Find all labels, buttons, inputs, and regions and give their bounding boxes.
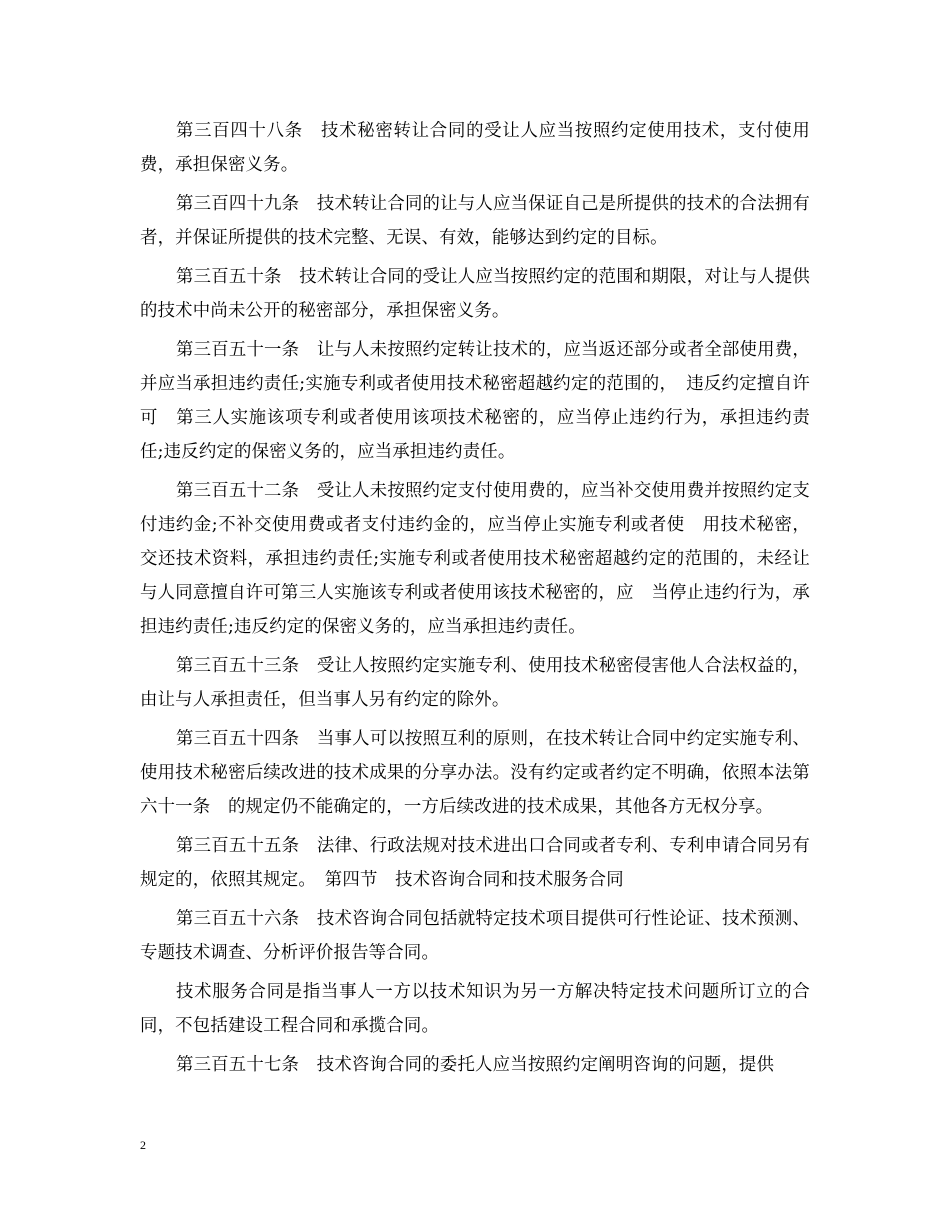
technical-service-contract-paragraph: 技术服务合同是指当事人一方以技术知识为另一方解决特定技术问题所订立的合同，不包括建设工程合同和承揽合同。 — [140, 982, 810, 1036]
article-350-paragraph: 第三百五十条 技术转让合同的受让人应当按照约定的范围和期限，对让与人提供的技术中尚未公开的秘密部分，承担保密义务。 — [140, 267, 810, 321]
article-355-paragraph: 第三百五十五条 法律、行政法规对技术进出口合同或者专利、专利申请合同另有规定的，依照其规定。 第四节 技术咨询合同和技术服务合同 — [140, 836, 810, 890]
article-356-paragraph: 第三百五十六条 技术咨询合同包括就特定技术项目提供可行性论证、技术预测、专题技术调查、分析评价报告等合同。 — [140, 909, 810, 963]
document-body — [140, 114, 810, 1087]
article-348-paragraph: 第三百四十八条 技术秘密转让合同的受让人应当按照约定使用技术，支付使用费，承担保密义务。 — [140, 121, 810, 175]
article-352-paragraph: 第三百五十二条 受让人未按照约定支付使用费的，应当补交使用费并按照约定支付违约金;不补交使用费或者支付违约金的，应当停止实施专利或者使 用技术秘密，交还技术资料，承担违约责任;实施专利或者使用技术秘密超越约定的范围的，未经让与人同意擅自许可第三人实施该专利或者使用该技术秘密的，应 当停止违约行为，承担违约责任;违反约定的保密义务的，应当承担违约责任。 — [140, 481, 810, 637]
article-354-paragraph: 第三百五十四条 当事人可以按照互利的原则，在技术转让合同中约定实施专利、使用技术秘密后续改进的技术成果的分享办法。没有约定或者约定不明确，依照本法第六十一条 的规定仍不能确定的，一方后续改进的技术成果，其他各方无权分享。 — [140, 729, 810, 817]
article-351-paragraph: 第三百五十一条 让与人未按照约定转让技术的，应当返还部分或者全部使用费，并应当承担违约责任;实施专利或者使用技术秘密超越约定的范围的， 违反约定擅自许可 第三人实施该项专利或者使用该项技术秘密的，应当停止违约行为，承担违约责任;违反约定的保密义务的，应当承担违约责任。 — [140, 340, 810, 462]
page-number: 2 — [140, 1138, 146, 1152]
article-353-paragraph: 第三百五十三条 受让人按照约定实施专利、使用技术秘密侵害他人合法权益的，由让与人承担责任，但当事人另有约定的除外。 — [140, 656, 810, 710]
article-357-paragraph: 第三百五十七条 技术咨询合同的委托人应当按照约定阐明咨询的问题，提供 — [176, 1055, 775, 1075]
article-349-paragraph: 第三百四十九条 技术转让合同的让与人应当保证自己是所提供的技术的合法拥有者，并保证所提供的技术完整、无误、有效，能够达到约定的目标。 — [140, 194, 810, 248]
